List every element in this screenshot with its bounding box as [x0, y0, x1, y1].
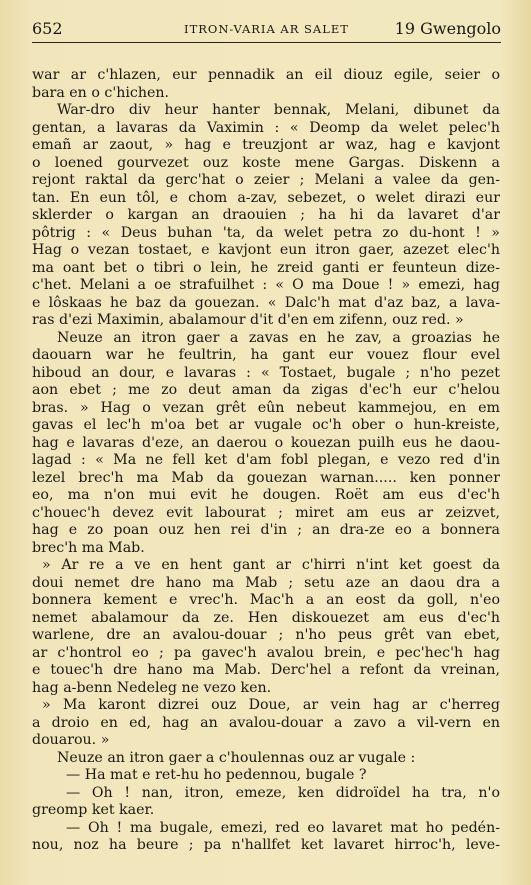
running-title: ITRON-VARIA AR SALET: [184, 22, 349, 36]
text-line: War-dro div heur hanter bennak, Melani, dibunet da: [57, 102, 500, 118]
text-line: a droio en ed, hag an avalou-douar a zavo a vil-vern en: [32, 714, 500, 731]
text-line: hiboud an dour, e lavaras : « Tostaet, bugale ; n'ho pezet: [32, 364, 500, 381]
text-line: warlene, dre an avalou-douar ; n'ho peus grêt van ebet,: [32, 627, 500, 643]
text-line: tan. En eun tôl, e chom a-zav, sebezet, o welet dirazi eur: [32, 189, 500, 206]
text-line: c'houec'h devez evit labourat ; miret am eus ar zeizvet,: [32, 504, 500, 521]
text-line: war ar c'hlazen, eur pennadik an eil diouz egile, seier o: [32, 67, 500, 83]
text-line: bras. » Hag o vezan grêt eûn nebeut kammejou, en em: [32, 399, 500, 416]
text-line: bara en o c'hichen.: [32, 84, 170, 101]
text-line: e touec'h dre hano ma Mab. Derc'hel a refont da vreinan,: [32, 662, 500, 678]
text-line: brec'h ma Mab.: [32, 539, 145, 556]
text-line: o loened gourvezet ouz koste mene Gargas. Diskenn a: [32, 154, 500, 171]
text-line: — Oh ! ma bugale, emezi, red eo lavaret mat ho pedén-: [66, 819, 500, 836]
text-line: emañ ar zaout, » hag e treuzjont ar waz, hag e kavjont: [32, 137, 500, 153]
text-line: gavas el lec'h m'oa bet ar vugale oc'h ober o hun-kreiste,: [32, 417, 500, 433]
text-line: — Oh ! nan, itron, emeze, ken didroïdel ha tra, n'o: [66, 784, 500, 801]
text-line: Neuze an itron gaer a c'houlennas ouz ar vugale :: [57, 749, 416, 766]
text-line: — Ha mat e ret-hu ho pedennou, bugale ?: [66, 767, 367, 783]
text-line: ar c'hontrol eo ; pa gavec'h avalou brein, e pec'hec'h hag: [32, 644, 500, 661]
page-number: 652: [32, 19, 63, 38]
text-line: sklerder o kargan an draouien ; ha hi da lavaret d'ar: [32, 207, 500, 223]
text-line: c'het. Melani a oe strafuilhet : « O ma Doue ! » emezi, hag: [32, 277, 500, 293]
text-line: daouarn war he feultrin, ha gant eur vouez flour evel: [32, 347, 500, 363]
chapter-date: 19 Gwengolo: [394, 19, 501, 38]
text-line: » Ar re a ve en hent gant ar c'hirri n'int ket goest da: [42, 557, 500, 573]
text-line: doui nemet dre hano ma Mab ; setu aze an daou dra a: [32, 574, 500, 591]
text-line: hag a-benn Nedeleg ne vezo ken.: [32, 679, 272, 696]
text-line: rejont raktal da gerc'hat o zeier ; Melani a valee da gen-: [32, 172, 500, 188]
text-line: pôtrig : « Deus buhan 'ta, da welet petra zo du-hont ! »: [32, 224, 500, 241]
text-line: » Ma karont dizrei ouz Doue, ar vein hag ar c'herreg: [42, 697, 500, 713]
text-line: ma oant bet o tibri o lein, he zreid ganti er feunteun dize-: [32, 259, 500, 276]
text-line: lezel brec'h ma Mab da gouezan warnan..... ken ponner: [32, 469, 500, 486]
page-header: [32, 16, 501, 43]
text-line: nemet abalamour da ze. Hen diskouezet am eus d'ec'h: [32, 609, 500, 626]
text-line: ras d'ezi Maximin, abalamour d'it d'en em zifenn, ouz red. »: [32, 312, 464, 328]
text-line: eo, ma n'on mui evit he dougen. Roët am eus d'ec'h: [32, 487, 500, 503]
text-line: greomp ket kaer.: [32, 802, 155, 818]
text-line: hag e lavaras d'eze, an daerou o kouezan puilh eus he daou-: [32, 434, 500, 451]
text-line: aon ebet ; me zo deut aman da zigas d'ec'h eur c'helou: [32, 382, 500, 398]
text-line: gentan, a lavaras da Vaximin : « Deomp da welet pelec'h: [32, 119, 500, 136]
text-line: Hag o vezan tostaet, e kavjont eun itron gaer, azezet elec'h: [32, 242, 500, 258]
text-line: lagad : « Ma ne fell ket d'am fobl plegan, e vezo red d'in: [32, 452, 500, 468]
text-line: hag e zo poan ouz hen rei d'in ; an dra-ze eo a bonnera: [32, 522, 500, 538]
text-line: e lôskaas he baz da gouezan. « Dalc'h mat d'az baz, a lava-: [32, 294, 500, 311]
text-line: douarou. »: [32, 732, 110, 748]
text-line: bonnera kement e vrec'h. Mac'h a an eost da goll, n'eo: [32, 592, 500, 608]
page-body-text: [32, 67, 500, 855]
text-line: nou, noz ha beure ; pa n'hallfet ket lavaret hirroc'h, leve-: [32, 837, 500, 853]
text-line: Neuze an itron gaer a zavas en he zav, a groazias he: [57, 329, 500, 346]
